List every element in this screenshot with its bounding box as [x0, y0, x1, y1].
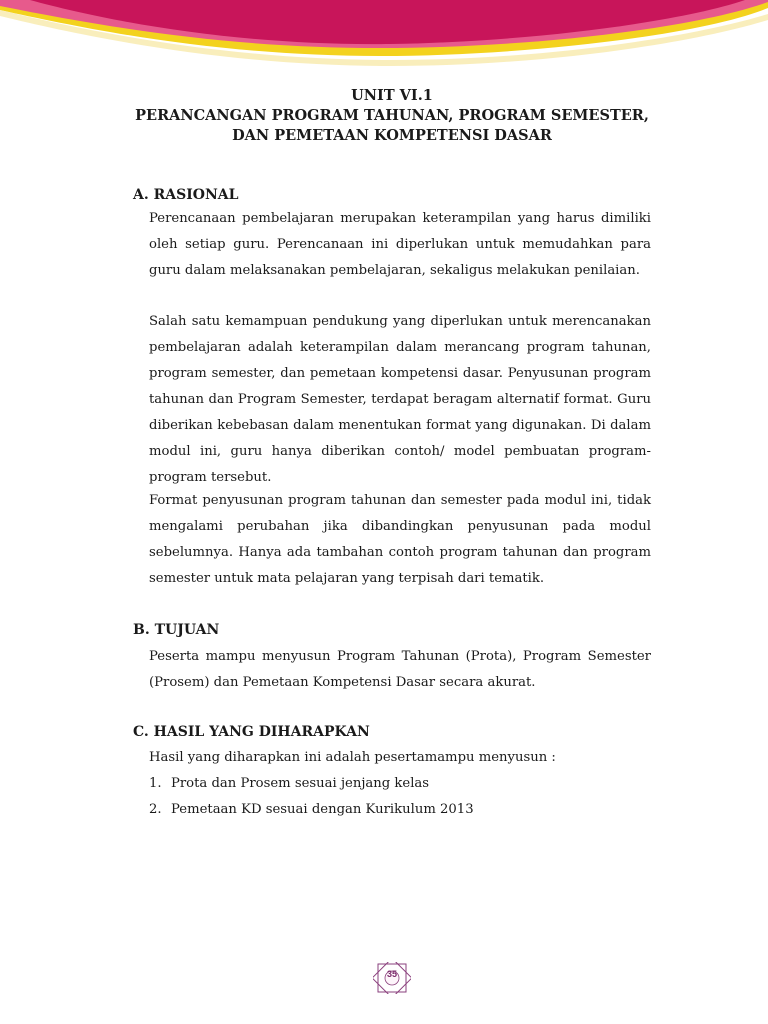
list-item-text: Prota dan Prosem sesuai jenjang kelas [171, 776, 430, 791]
page-number: 35 [386, 969, 397, 979]
title-line-3: DAN PEMETAAN KOMPETENSI DASAR [232, 127, 552, 144]
rasional-paragraph-3: Format penyusunan program tahunan dan semester pada modul ini, tidak mengalami perubahan jika dibandingkan penyusunan pada modul sebelumnya. Hanya ada tambahan contoh program tahunan dan program semester untuk mata pelajaran yang terpisah dari tematik. [149, 493, 651, 586]
title-line-1: UNIT VI.1 [351, 87, 433, 104]
rasional-paragraph-1: Perencanaan pembelajaran merupakan keterampilan yang harus dimiliki oleh setiap guru. Perencanaan ini diperlukan untuk memudahkan para guru dalam melaksanakan pembelajaran, sekaligus melakukan penilaian. [149, 211, 651, 278]
section-heading-rasional: A. RASIONAL [133, 187, 239, 203]
document-title [0, 86, 768, 146]
header-decorative-band [0, 0, 768, 70]
list-item [149, 774, 429, 794]
list-item-number: 1. [149, 776, 162, 791]
tujuan-paragraph: Peserta mampu menyusun Program Tahunan (Prota), Program Semester (Prosem) dan Pemetaan Kompetensi Dasar secara akurat. [149, 649, 651, 690]
title-line-2: PERANCANGAN PROGRAM TAHUNAN, PROGRAM SEMESTER, [135, 107, 649, 124]
rasional-paragraph-2: Salah satu kemampuan pendukung yang diperlukan untuk merencanakan pembelajaran adalah keterampilan dalam merancang program tahunan, program semester, dan pemetaan kompetensi dasar. Penyusunan program tahunan dan Program Semester, terdapat beragam alternatif format. Guru diberikan kebebasan dalam menentukan format yang digunakan. Di dalam modul ini, guru hanya diberikan contoh/ model pembuatan program-program tersebut. [149, 314, 651, 485]
list-item-number: 2. [149, 802, 162, 817]
section-heading-hasil: C. HASIL YANG DIHARAPKAN [133, 724, 370, 740]
list-item [149, 800, 474, 820]
section-heading-tujuan: B. TUJUAN [133, 622, 220, 638]
hasil-intro: Hasil yang diharapkan ini adalah pesertamampu menyusun : [149, 750, 556, 765]
list-item-text: Pemetaan KD sesuai dengan Kurikulum 2013 [171, 802, 474, 817]
